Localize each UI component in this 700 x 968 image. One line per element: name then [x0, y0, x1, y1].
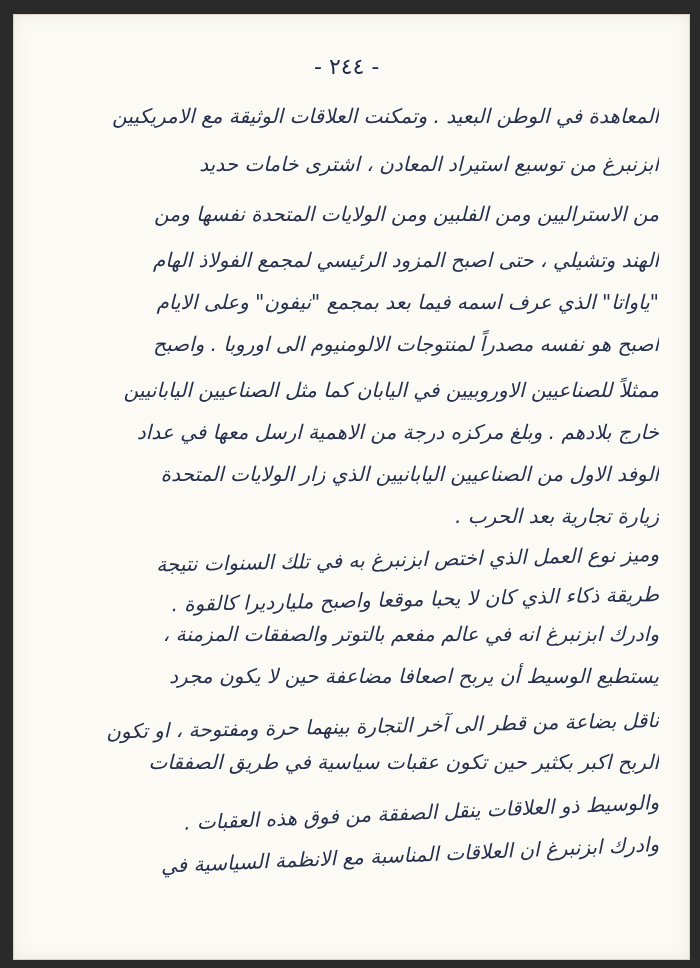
manuscript-line: "ياواتا" الذي عرف اسمه فيما بعد بمجمع "نيفون" وعلى الايام	[156, 290, 659, 314]
manuscript-line: من الاستراليين ومن الفلبين ومن الولايات المتحدة نفسها ومن	[154, 202, 659, 226]
manuscript-line: طريقة ذكاء الذي كان لا يحبا موقعا واصبح مليارديرا كالقوة .	[171, 582, 660, 617]
manuscript-line: المعاهدة في الوطن البعيد . وتمكنت العلاقات الوثيقة مع الامريكيين	[112, 104, 659, 128]
manuscript-line: ممثلاً للصناعيين الاوروبيين في اليابان كما مثل الصناعيين اليابانيين	[123, 378, 659, 402]
manuscript-line: الربح اكبر بكثير حين تكون عقبات سياسية في طريق الصفقات	[148, 750, 659, 774]
manuscript-line: يستطيع الوسيط أن يربح اصعافا مضاعفة حين لا يكون مجرد	[169, 664, 659, 688]
manuscript-line: وميز نوع العمل الذي اختص ابزنبرغ به في تلك السنوات نتيجة	[155, 542, 660, 577]
page-number: - ٢٤٤ -	[314, 55, 380, 80]
manuscript-sheet	[13, 14, 690, 960]
manuscript-line: ابزنبرغ من توسيع استيراد المعادن ، اشترى خامات حديد	[199, 152, 659, 176]
manuscript-line: وادرك ابزنبرغ ان العلاقات المناسبة مع الانظمة السياسية في	[160, 832, 660, 878]
manuscript-line: خارج بلادهم . وبلغ مركزه درجة من الاهمية ارسل معها في عداد	[136, 420, 659, 444]
manuscript-line: ناقل بضاعة من قطر الى آخر التجارة بينهما حرة ومفتوحة ، او تكون	[105, 708, 660, 744]
manuscript-line: الهند وتشيلي ، حتى اصبح المزود الرئيسي لمجمع الفولاذ الهام	[152, 248, 659, 272]
manuscript-line: والوسيط ذو العلاقات ينقل الصفقة من فوق هذه العقبات .	[183, 790, 660, 835]
manuscript-line: الوفد الاول من الصناعيين اليابانيين الذي زار الولايات المتحدة	[160, 462, 659, 486]
manuscript-line: وادرك ابزنبرغ انه في عالم مفعم بالتوتر والصفقات المزمنة ،	[162, 622, 659, 646]
manuscript-line: اصبح هو نفسه مصدراً لمنتوجات الالومنيوم الى اوروبا . واصبح	[153, 332, 659, 356]
manuscript-line: زيارة تجارية بعد الحرب .	[455, 504, 659, 528]
